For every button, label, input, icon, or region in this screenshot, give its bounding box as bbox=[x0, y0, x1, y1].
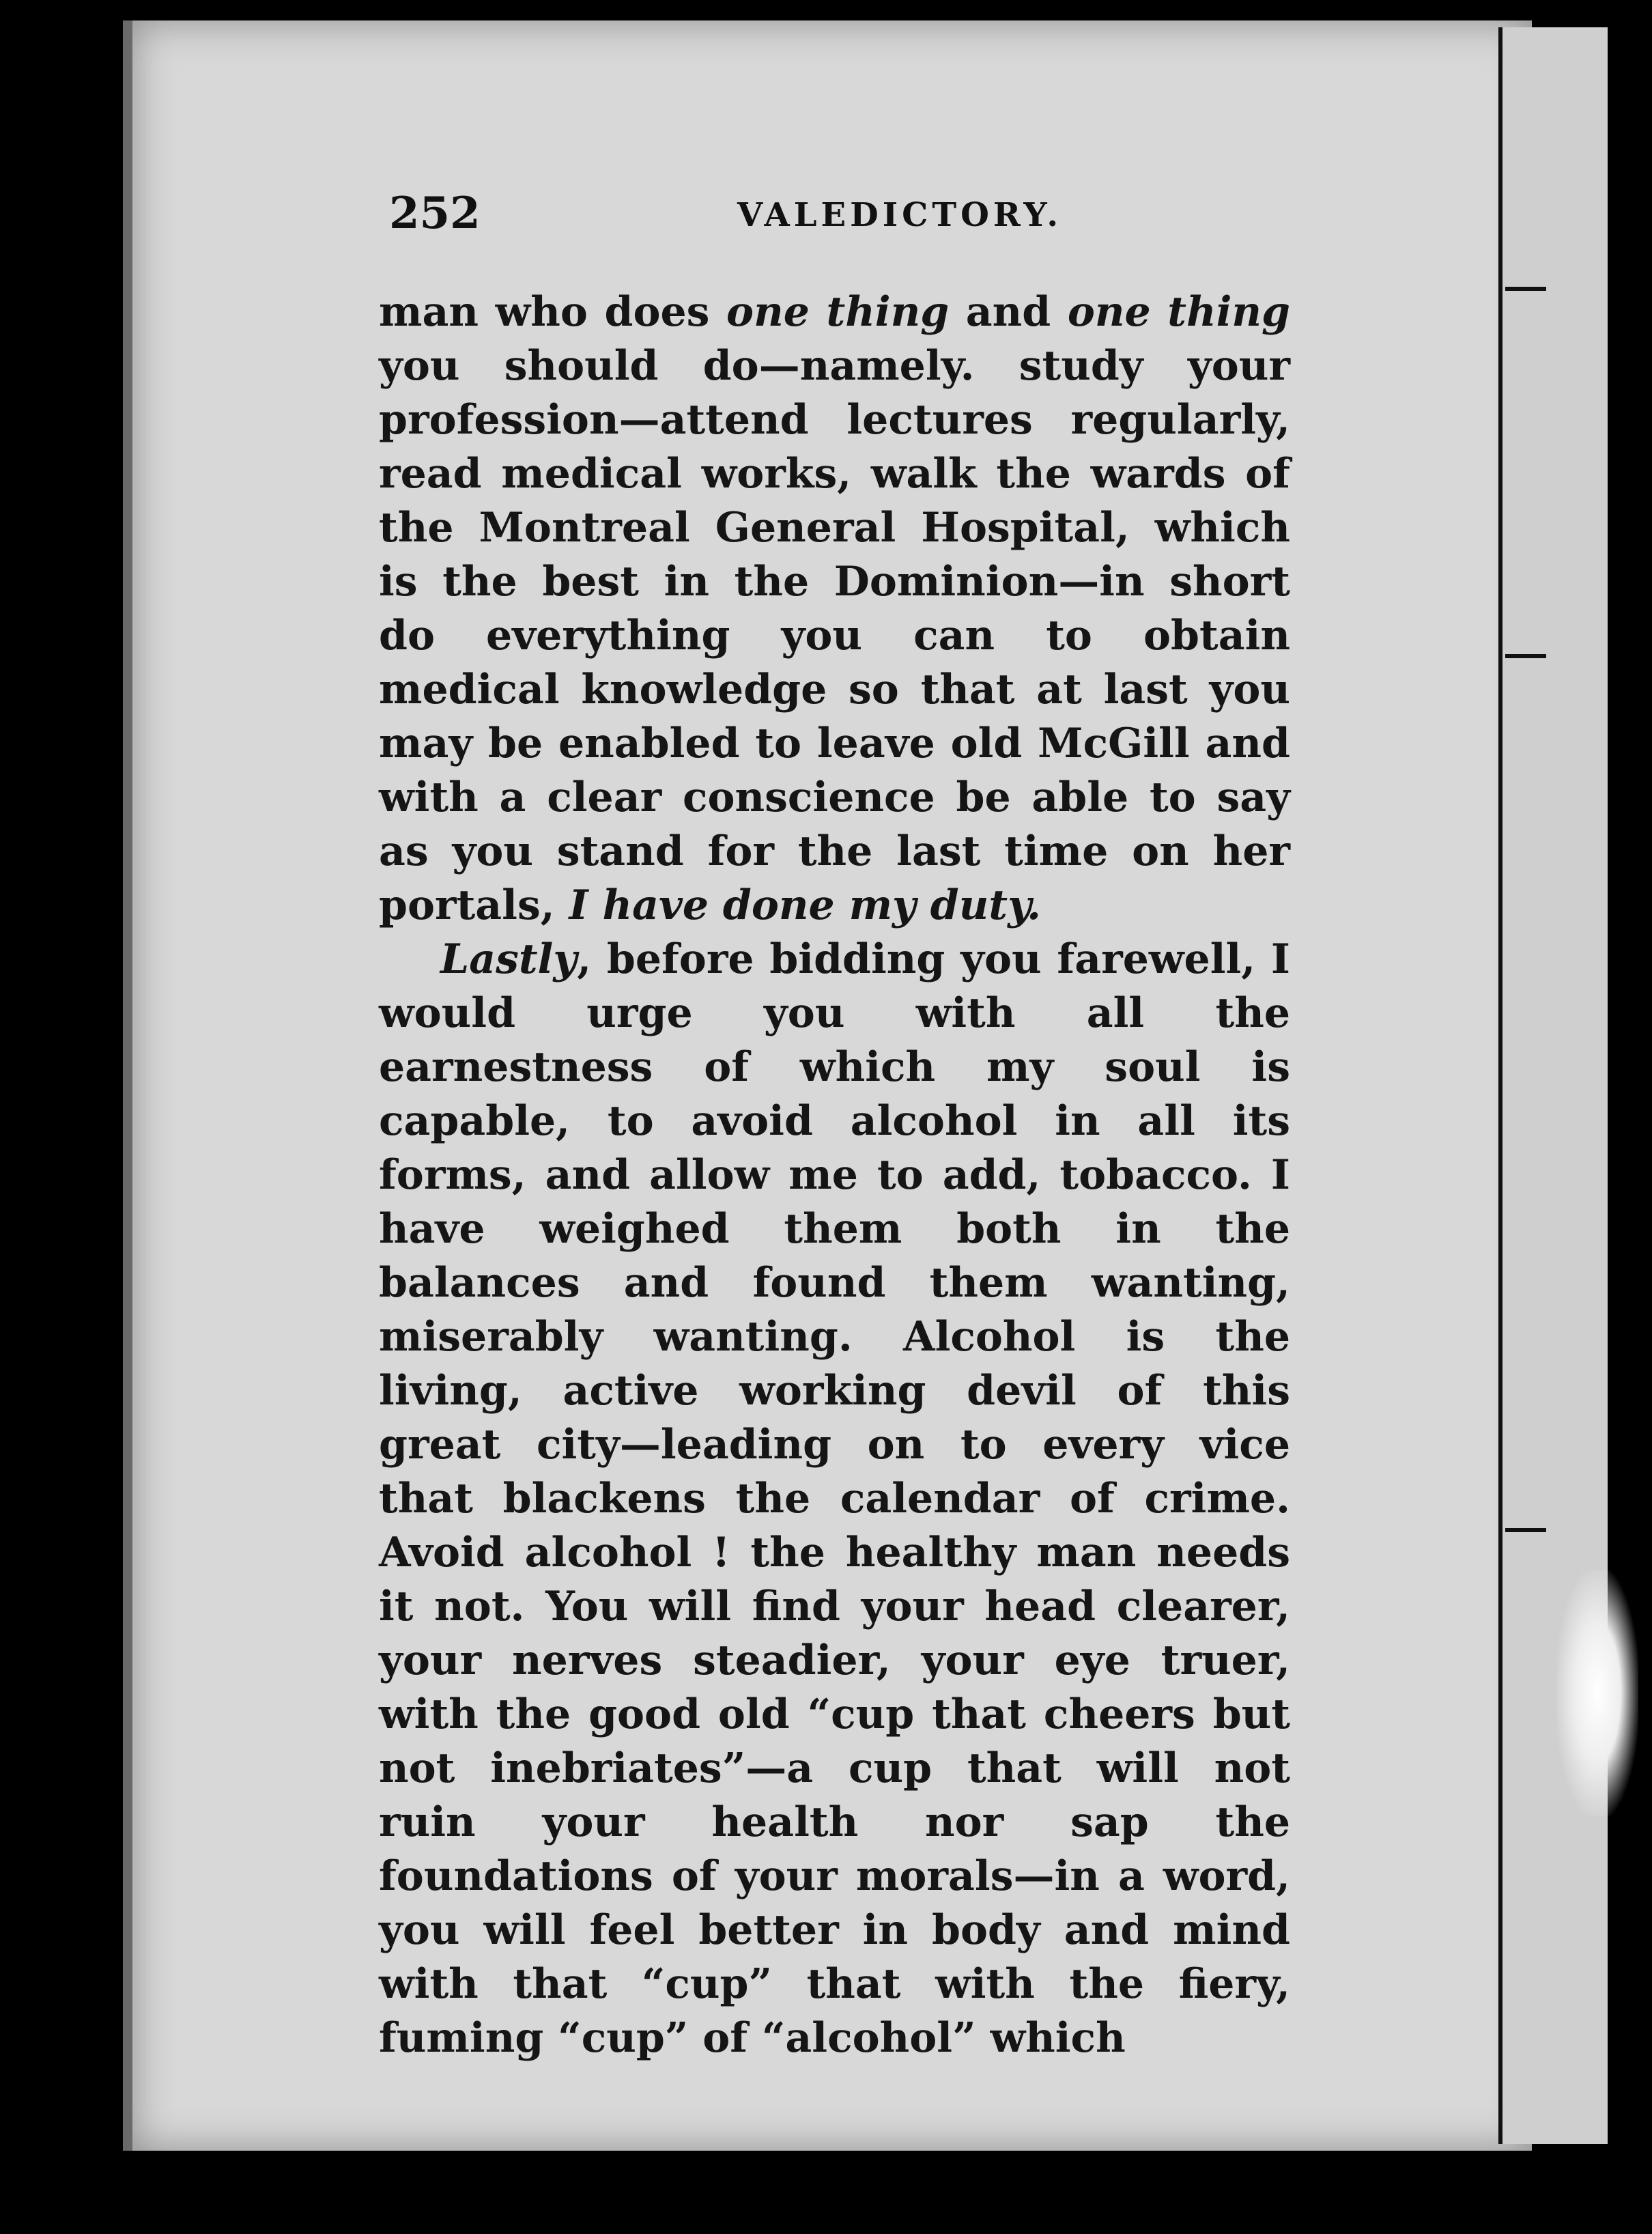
paragraph-text: , before bidding you farewell, I would urge you with all the earnestness of which my soul is capable, to avoid alcohol in all its forms, and allow me to add, tobacco. I have weighed them both in the balances and found them wanting, miserably wanting. Alcohol is the living, active working devil of this great city—leading on to every vice that blackens the calendar of crime. Avoid alcohol ! the healthy man needs it not. You will find your head clearer, your nerves steadier, your eye truer, with the good old “cup that cheers but not inebriates”—a cup that will not ruin your health nor sap the foundations of your morals—in a word, you will feel better in body and mind with that “cup” that with the fiery, fuming “cup” of “alcohol” which bbox=[379, 935, 1290, 2062]
paragraph bbox=[379, 933, 1290, 2065]
italic-text: I have done my duty. bbox=[569, 881, 1041, 929]
paragraph-text: and bbox=[949, 288, 1068, 336]
paragraph-text: man who does bbox=[379, 288, 727, 336]
italic-text: Lastly bbox=[440, 935, 578, 983]
page-header bbox=[389, 188, 1420, 256]
italic-text: one thing bbox=[726, 288, 950, 336]
paragraph-text: you should do—namely. study your profession—attend lectures regularly, read medical works, walk the wards of the Montreal General Hospital, which is the best in the Dominion—in short do everything you can to obtain medical knowledge so that at last you may be enabled to leave old McGill and with a clear conscience be able to say as you stand for the last time on her portals, bbox=[379, 342, 1290, 929]
italic-text: one thing bbox=[1067, 288, 1291, 336]
page-notch-mark bbox=[1505, 654, 1546, 658]
page-number: 252 bbox=[389, 188, 481, 239]
adjacent-page-edge bbox=[1498, 27, 1612, 2144]
running-head: VALEDICTORY. bbox=[737, 196, 1063, 234]
scan-smudge bbox=[1556, 1570, 1638, 1816]
body-text bbox=[379, 285, 1290, 2065]
paragraph bbox=[379, 285, 1290, 933]
scan-border bbox=[1608, 0, 1652, 2234]
page-notch-mark bbox=[1505, 287, 1546, 291]
page-notch-mark bbox=[1505, 1528, 1546, 1532]
